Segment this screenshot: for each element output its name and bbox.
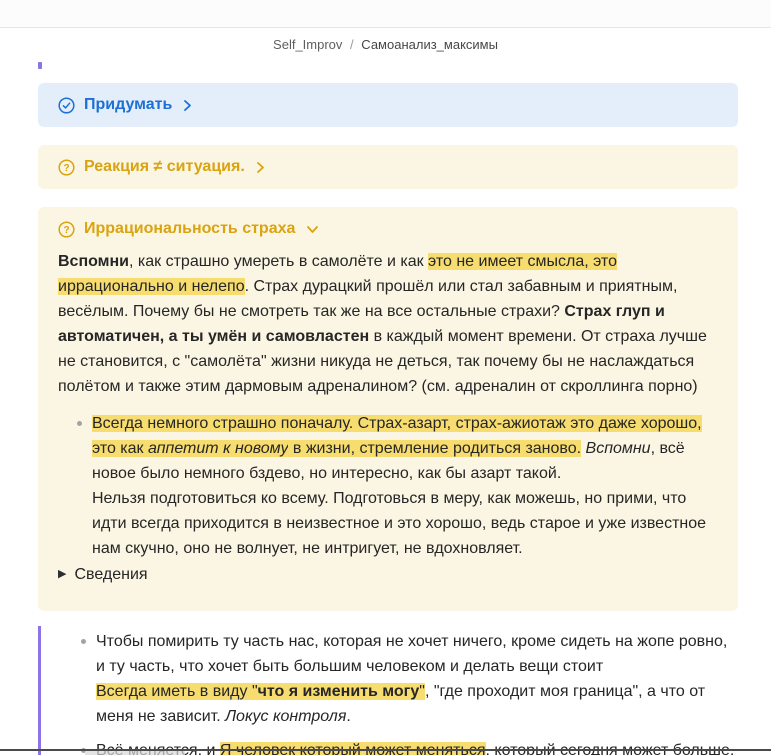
window-topbar	[0, 0, 771, 28]
text-run: это не имеет смысла, это иррационально и нелепо	[58, 253, 617, 295]
callout-fear	[38, 207, 738, 611]
breadcrumb-separator: /	[350, 37, 354, 52]
svg-text:?: ?	[63, 162, 70, 174]
callout-pridumat-toggle[interactable]	[58, 94, 718, 116]
text-run: Чтобы помирить ту часть нас, которая не хочет ничего, кроме сидеть на жопе ровно, и ту часть, что хочет быть большим человеком и делать вещи стоит	[96, 633, 728, 675]
chevron-right-icon	[183, 99, 192, 112]
fear-bullet-item[interactable]	[75, 411, 718, 561]
callout-label: Реакция ≠ ситуация.	[84, 158, 245, 175]
chevron-right-icon	[256, 161, 265, 174]
breadcrumb-parent-link[interactable]: Self_Improv	[273, 37, 343, 52]
quote-bullet-1[interactable]	[79, 629, 738, 729]
text-run: Всегда иметь в виду "	[96, 683, 258, 700]
chevron-down-icon	[306, 225, 319, 234]
text-run: .	[346, 708, 351, 725]
text-run: , "где проходит моя граница", а что от меня не зависит.	[96, 683, 706, 725]
text-run: что я изменить могу	[257, 683, 420, 700]
text-run: в жизни, стремление родиться заново.	[288, 440, 582, 457]
callout-pridumat	[38, 83, 738, 127]
text-run: . Страх дурацкий прошёл или стал забавным и приятным, весёлым. Почему бы не смотреть так же на все остальные страхи?	[58, 278, 678, 320]
callout-fear-body	[58, 249, 718, 587]
quote-section	[38, 626, 738, 755]
text-run: аппетит к новому	[148, 440, 289, 457]
below-edge-sliver	[85, 751, 185, 755]
details-toggle[interactable]	[58, 562, 718, 587]
question-circle-icon	[58, 159, 75, 176]
text-run: Вспомни	[58, 253, 130, 270]
text-run: "	[419, 683, 425, 700]
text-run: , как страшно умереть в самолёте и как	[129, 253, 429, 270]
caret-marker	[38, 62, 42, 69]
callout-label: Придумать	[84, 96, 173, 113]
callout-reaction	[38, 145, 738, 189]
text-run: , всё новое было немного бздево, но интересно, как бы азарт такой.	[92, 440, 685, 482]
question-circle-icon	[58, 221, 75, 238]
text-run: Всегда немного страшно поначалу. Страх-азарт, страх-ажиотаж это даже хорошо, это как	[92, 415, 702, 457]
details-label: Сведения	[74, 566, 148, 583]
fear-paragraph[interactable]	[58, 249, 718, 399]
text-run: в каждый момент времени. От страха лучше не становится, с "самолёта" жизни никуда не деться, так почему бы не наслаждаться полётом и также этим дармовым адреналином? (см. адреналин от скроллинга порно)	[58, 328, 707, 395]
text-run: Вспомни	[585, 440, 651, 457]
text-run: Нельзя подготовиться ко всему. Подготовься в меру, как можешь, но прими, что идти всегда приходится в неизвестное и это хорошо, ведь старое и уже известное нам скучно, оно не волнует, не интригует, не вдохновляет.	[92, 490, 707, 557]
callout-label: Иррациональность страха	[84, 220, 296, 237]
text-run: Локус контроля	[225, 708, 347, 725]
text-run: Страх глуп и автоматичен, а ты умён и самовластен	[58, 303, 665, 345]
check-circle-icon	[58, 97, 75, 114]
svg-text:?: ?	[63, 224, 70, 236]
triangle-right-icon: ▶	[58, 568, 67, 580]
breadcrumb-current[interactable]: Самоанализ_максимы	[361, 37, 498, 52]
breadcrumb	[0, 37, 771, 52]
callout-fear-toggle[interactable]	[58, 218, 718, 240]
callout-reaction-toggle[interactable]	[58, 156, 718, 178]
